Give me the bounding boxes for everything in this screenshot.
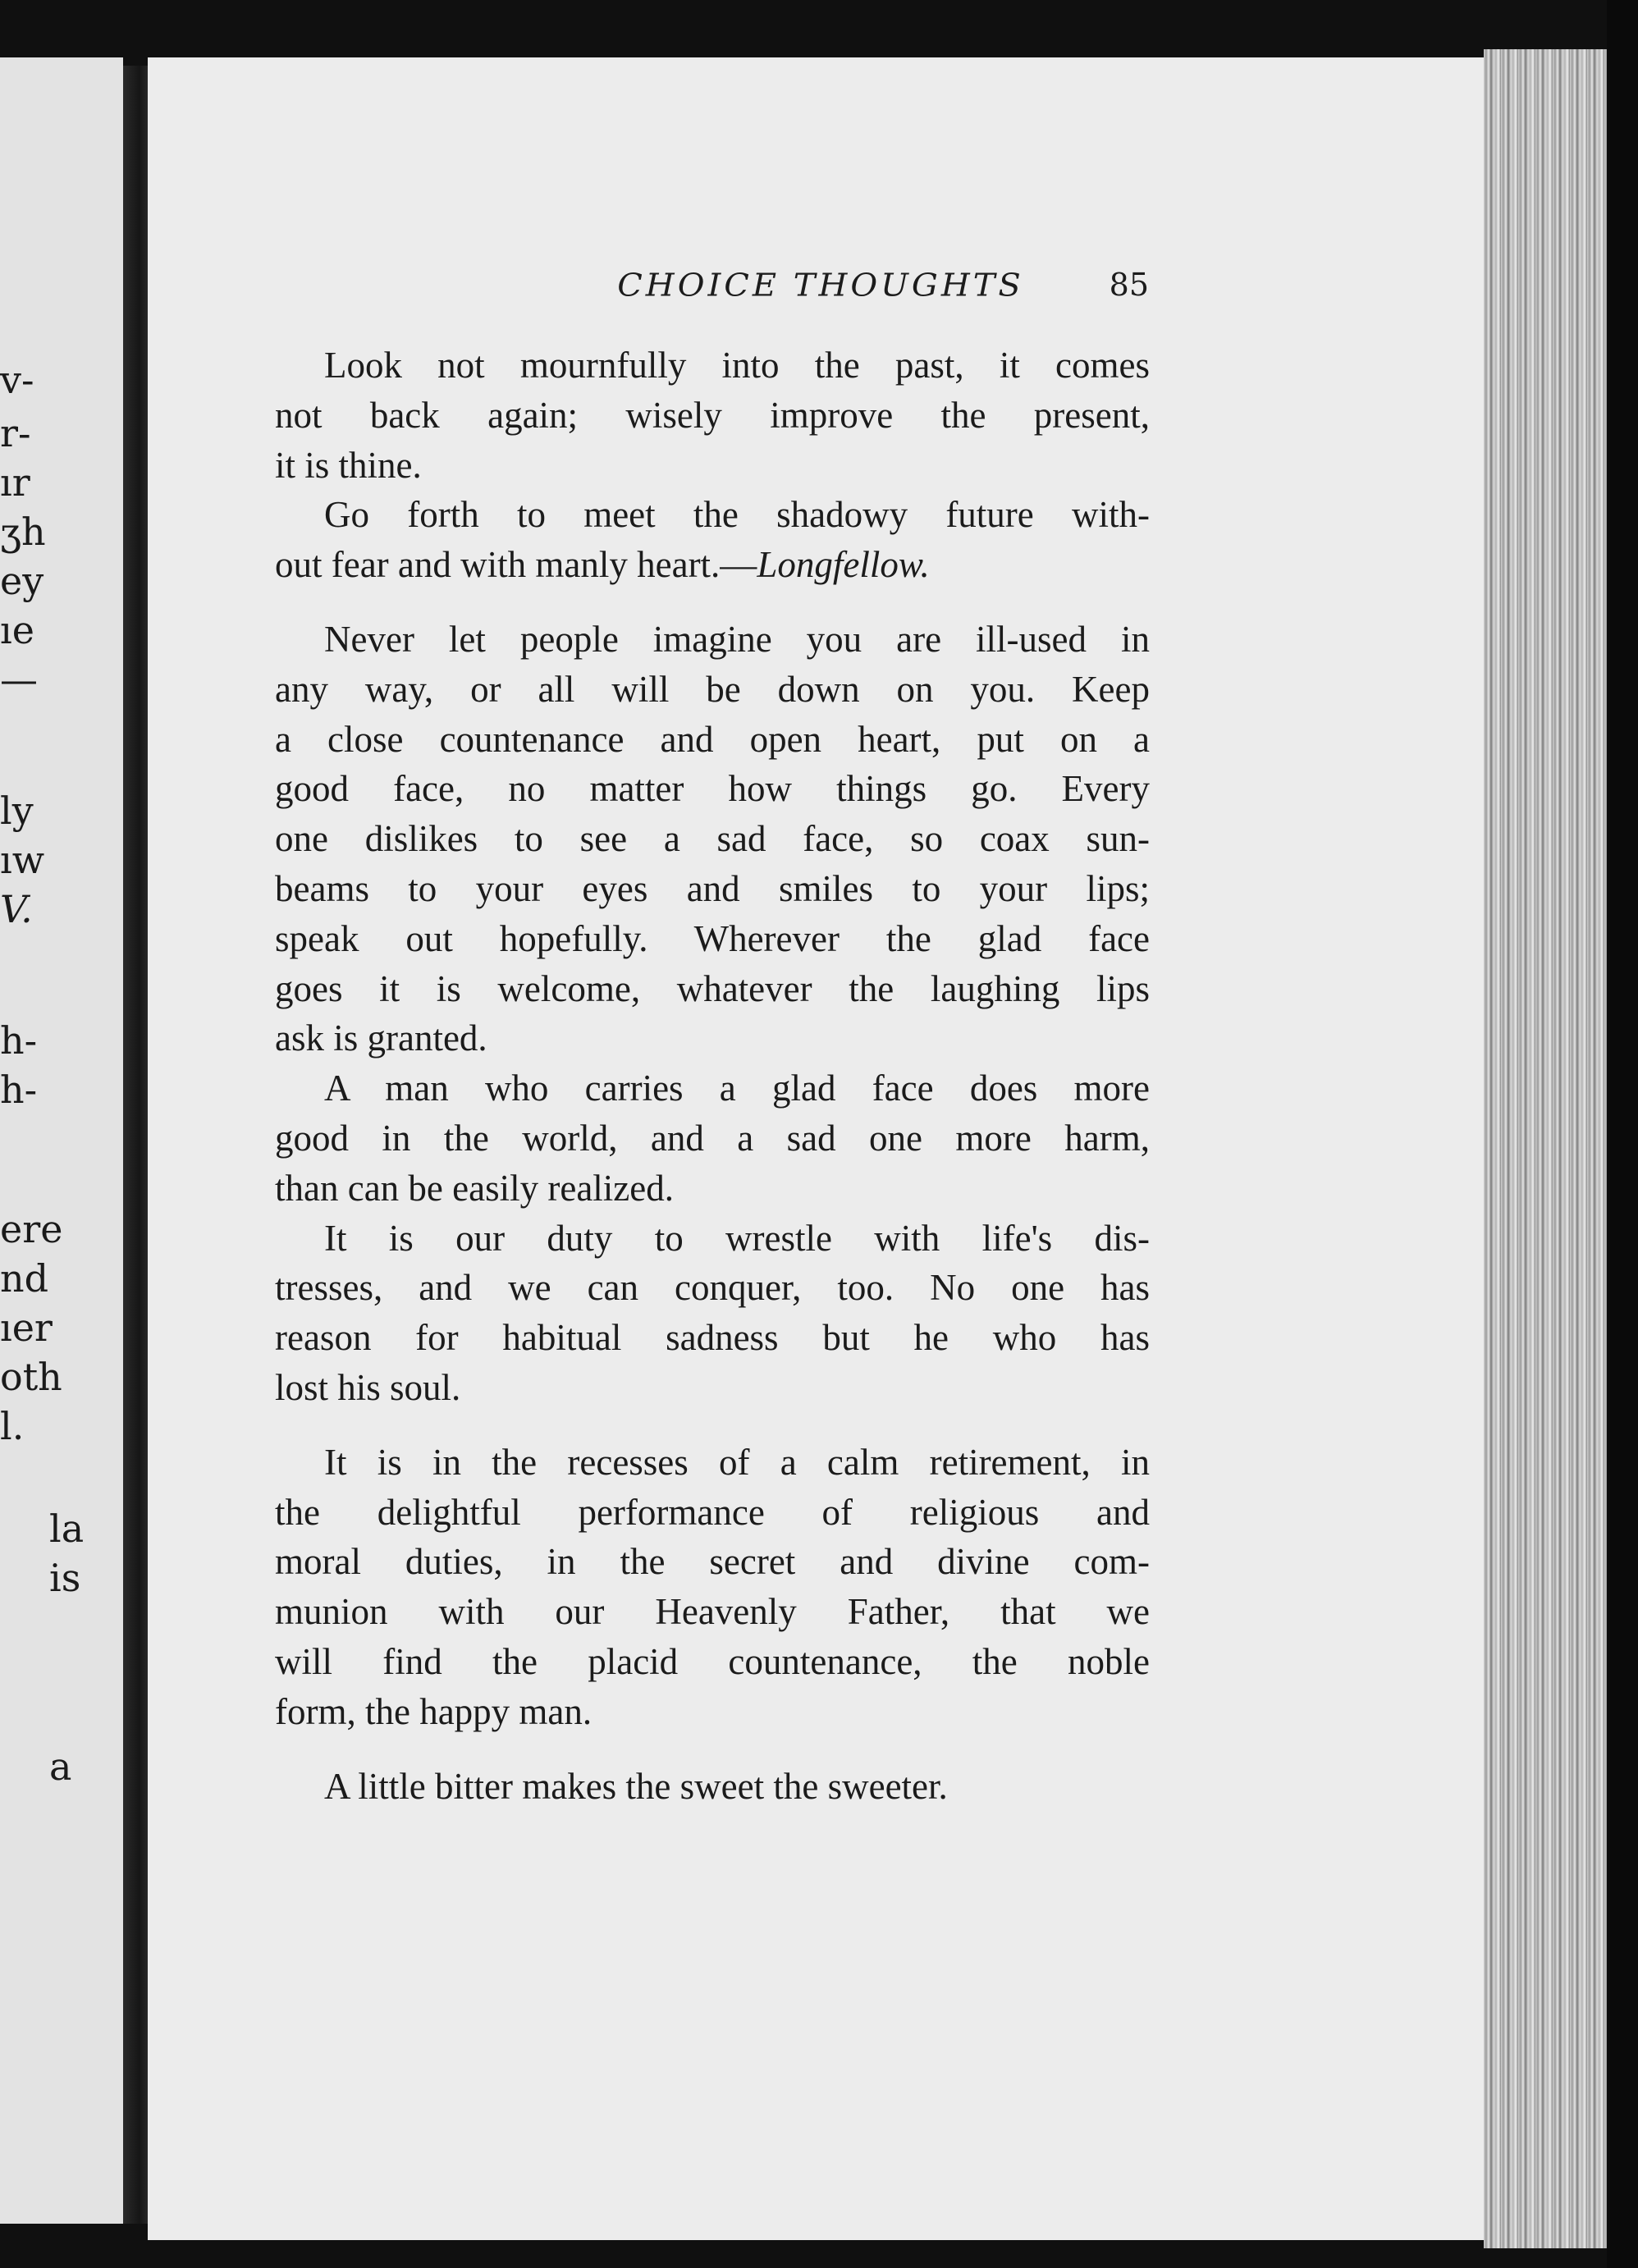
text-line: than can be easily realized. — [275, 1167, 674, 1209]
prev-fragment: ıw — [0, 838, 45, 882]
paragraph — [275, 1762, 1150, 1812]
text-line: a close countenance and open heart, put on a — [275, 718, 1150, 760]
prev-fragment: a — [49, 1744, 72, 1789]
page-number: 85 — [1109, 267, 1149, 303]
prev-fragment: v- — [0, 358, 34, 402]
text-line: It is our duty to wrestle with life's dis- — [324, 1217, 1150, 1259]
prev-fragment: ıer — [0, 1305, 53, 1350]
text-line — [275, 540, 1150, 590]
text-line: lost his soul. — [275, 1366, 461, 1408]
text-line: munion with our Heavenly Father, that we — [275, 1591, 1150, 1633]
text-line: goes it is welcome, whatever the laughing lips — [275, 967, 1150, 1009]
text-line: speak out hopefully. Wherever the glad face — [275, 917, 1150, 959]
prev-fragment: ıe — [0, 608, 34, 652]
text-line: form, the happy man. — [275, 1690, 593, 1732]
paragraph — [275, 490, 1150, 590]
text-line: moral duties, in the secret and divine com- — [275, 1541, 1150, 1583]
text-line: Go forth to meet the shadowy future with- — [324, 494, 1150, 536]
text-line: A little bitter makes the sweet the sweeter. — [324, 1765, 948, 1807]
text-line: it is thine. — [275, 444, 422, 486]
prev-fragment: r- — [0, 411, 31, 455]
prev-fragment: ır — [0, 460, 30, 505]
text-line: Never let people imagine you are ill-used in — [324, 618, 1150, 660]
prev-fragment: ere — [0, 1207, 63, 1251]
prev-fragment: — — [0, 657, 38, 702]
text-line: Look not mournfully into the past, it comes — [324, 345, 1150, 386]
prev-fragment: la — [49, 1507, 85, 1551]
text-line: ask is granted. — [275, 1017, 487, 1059]
text-line: It is in the recesses of a calm retirement, in — [324, 1441, 1150, 1483]
text-line: beams to your eyes and smiles to your lips; — [275, 867, 1150, 909]
prev-fragment: h- — [0, 1068, 38, 1112]
prev-fragment: h- — [0, 1018, 38, 1063]
text-line: will find the placid countenance, the noble — [275, 1640, 1150, 1682]
paragraph — [275, 1214, 1150, 1413]
running-head-title: CHOICE THOUGHTS — [617, 267, 1024, 304]
paragraph — [275, 1438, 1150, 1737]
prev-fragment: V. — [0, 887, 33, 931]
text-line: reason for habitual sadness but he who has — [275, 1317, 1150, 1359]
scan-border — [1607, 0, 1638, 2268]
paragraph — [275, 1063, 1150, 1213]
prev-fragment: nd — [0, 1256, 49, 1301]
page-stack-edge — [1484, 49, 1607, 2248]
text-line: good face, no matter how things go. Every — [275, 768, 1150, 810]
text-line: the delightful performance of religious and — [275, 1491, 1150, 1533]
prev-fragment: ly — [0, 789, 34, 833]
attribution: Longfellow. — [757, 544, 930, 586]
prev-fragment: is — [49, 1556, 81, 1600]
text-fragment: out fear and with manly heart.— — [275, 544, 757, 586]
prev-fragment: ʒh — [0, 510, 46, 554]
text-line: not back again; wisely improve the present, — [275, 394, 1150, 436]
page-body — [275, 341, 1150, 1811]
text-line: one dislikes to see a sad face, so coax sun- — [275, 818, 1150, 860]
text-line: good in the world, and a sad one more harm, — [275, 1117, 1150, 1159]
paragraph — [275, 615, 1150, 1063]
paragraph — [275, 341, 1150, 490]
prev-fragment: ey — [0, 559, 44, 603]
text-line: tresses, and we can conquer, too. No one has — [275, 1267, 1150, 1309]
previous-page-edge — [0, 57, 123, 2224]
text-line: any way, or all will be down on you. Keep — [275, 668, 1150, 710]
prev-fragment: oth — [0, 1355, 62, 1399]
text-line: A man who carries a glad face does more — [324, 1068, 1150, 1109]
prev-fragment: l. — [0, 1404, 25, 1448]
